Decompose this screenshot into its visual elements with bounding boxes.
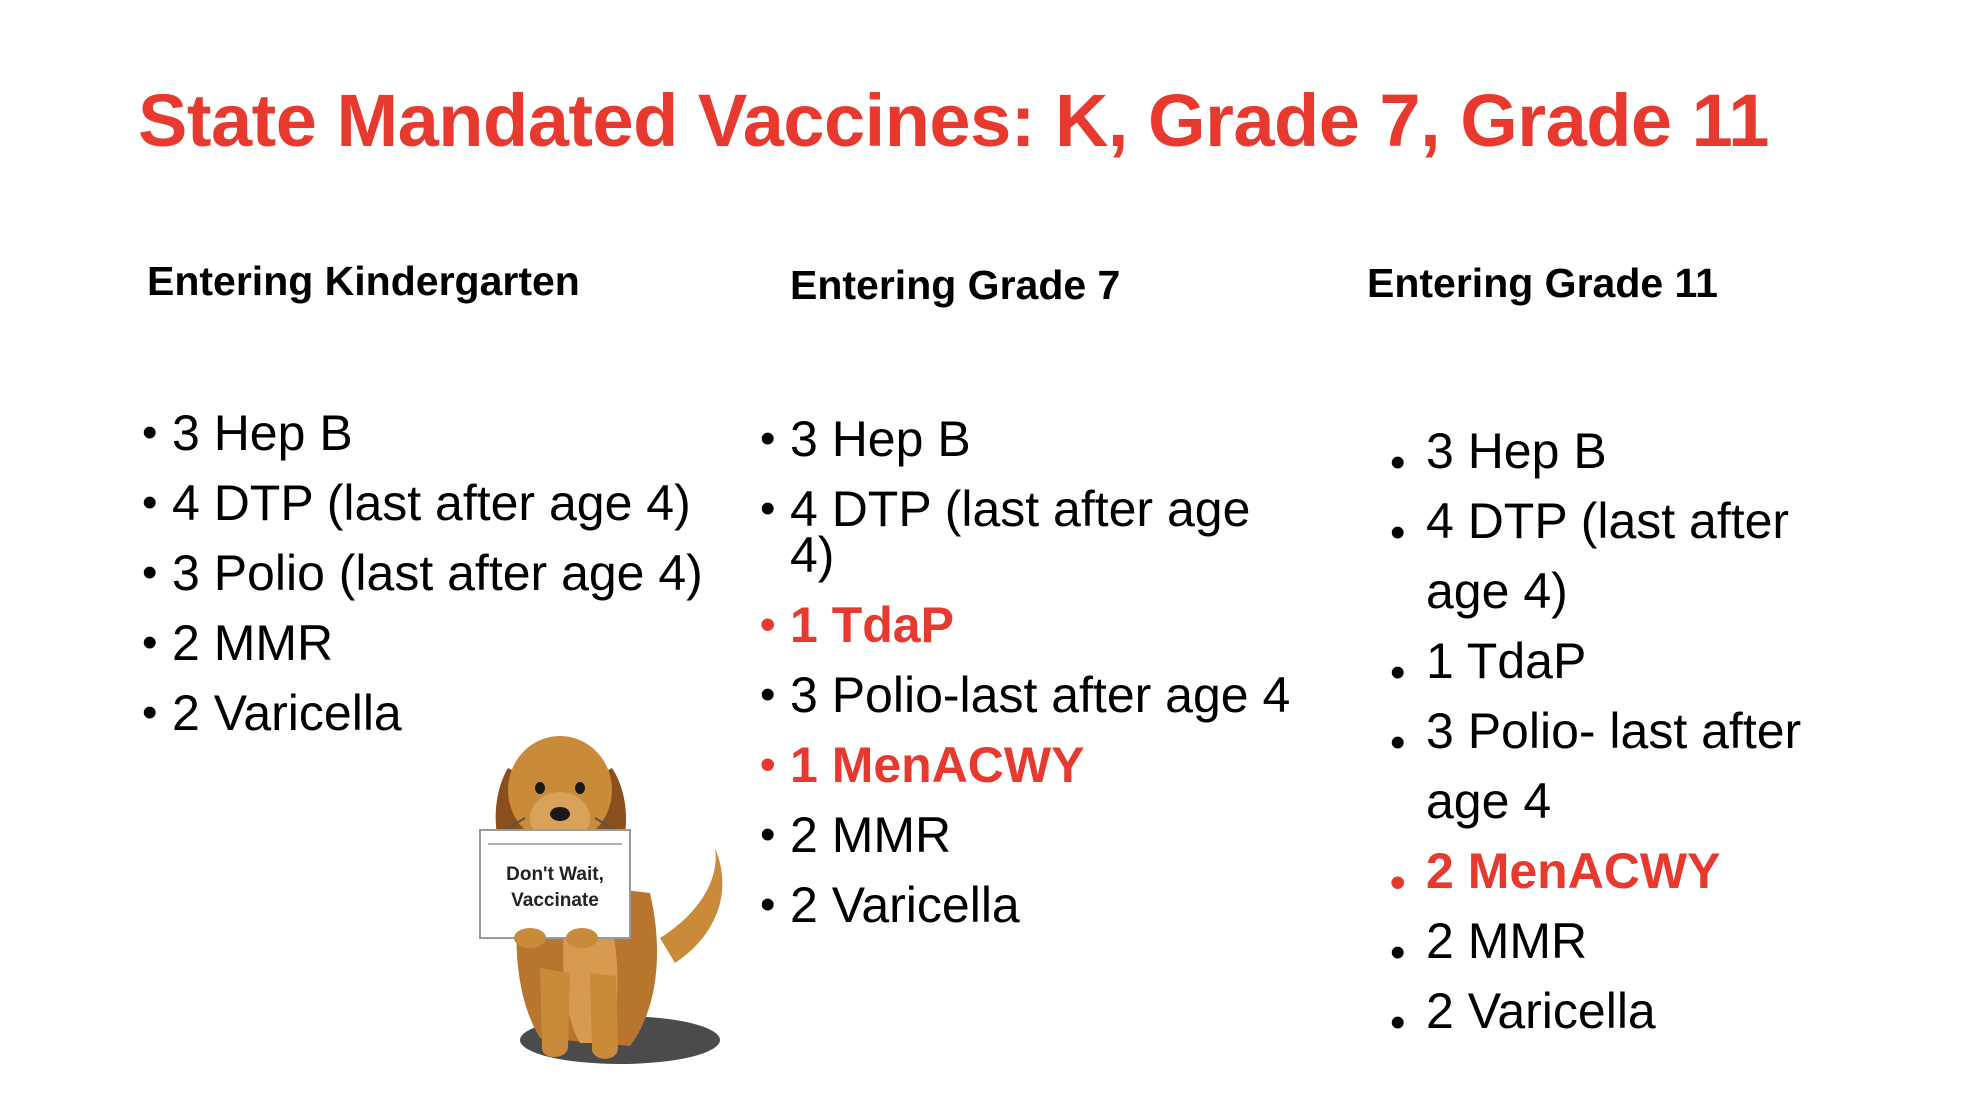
list-item: • 2 Varicella [760,882,1300,928]
list-item: • 2 Varicella [1390,976,1850,1046]
slide-title: State Mandated Vaccines: K, Grade 7, Grade 11 [138,79,1769,162]
sign-line-1: Don't Wait, [506,864,604,885]
list-item: • 4 DTP (last after age 4) [1390,486,1850,626]
list-item: • 2 MMR [1390,906,1850,976]
list-item: • 3 Hep B [1390,416,1850,486]
list-item: • 2 Varicella [142,690,722,736]
list-item: • 2 MMR [142,620,722,666]
list-item: • 3 Hep B [142,410,722,456]
list-item: • 1 TdaP [760,602,1300,648]
column-heading-grade-11: Entering Grade 11 [1367,260,1718,306]
kindergarten-vaccine-list [142,405,722,760]
list-item: • 1 TdaP [1390,626,1850,696]
list-item: • 3 Hep B [760,416,1300,462]
list-item: • 2 MenACWY [1390,836,1850,906]
list-item: • 3 Polio- last after age 4 [1390,696,1850,836]
grade-7-vaccine-list [760,411,1300,952]
list-item: • 3 Polio-last after age 4 [760,672,1300,718]
list-item: • 3 Polio (last after age 4) [142,550,722,596]
column-heading-kindergarten: Entering Kindergarten [147,258,580,304]
list-item: • 4 DTP (last after age 4) [760,486,1300,578]
sign-line-2: Vaccinate [511,890,599,911]
grade-11-vaccine-list [1390,416,1850,1046]
dog-holding-sign-icon [470,728,730,1068]
list-item: • 4 DTP (last after age 4) [142,480,722,526]
list-item: • 2 MMR [760,812,1300,858]
list-item: • 1 MenACWY [760,742,1300,788]
column-heading-grade-7: Entering Grade 7 [790,262,1121,308]
